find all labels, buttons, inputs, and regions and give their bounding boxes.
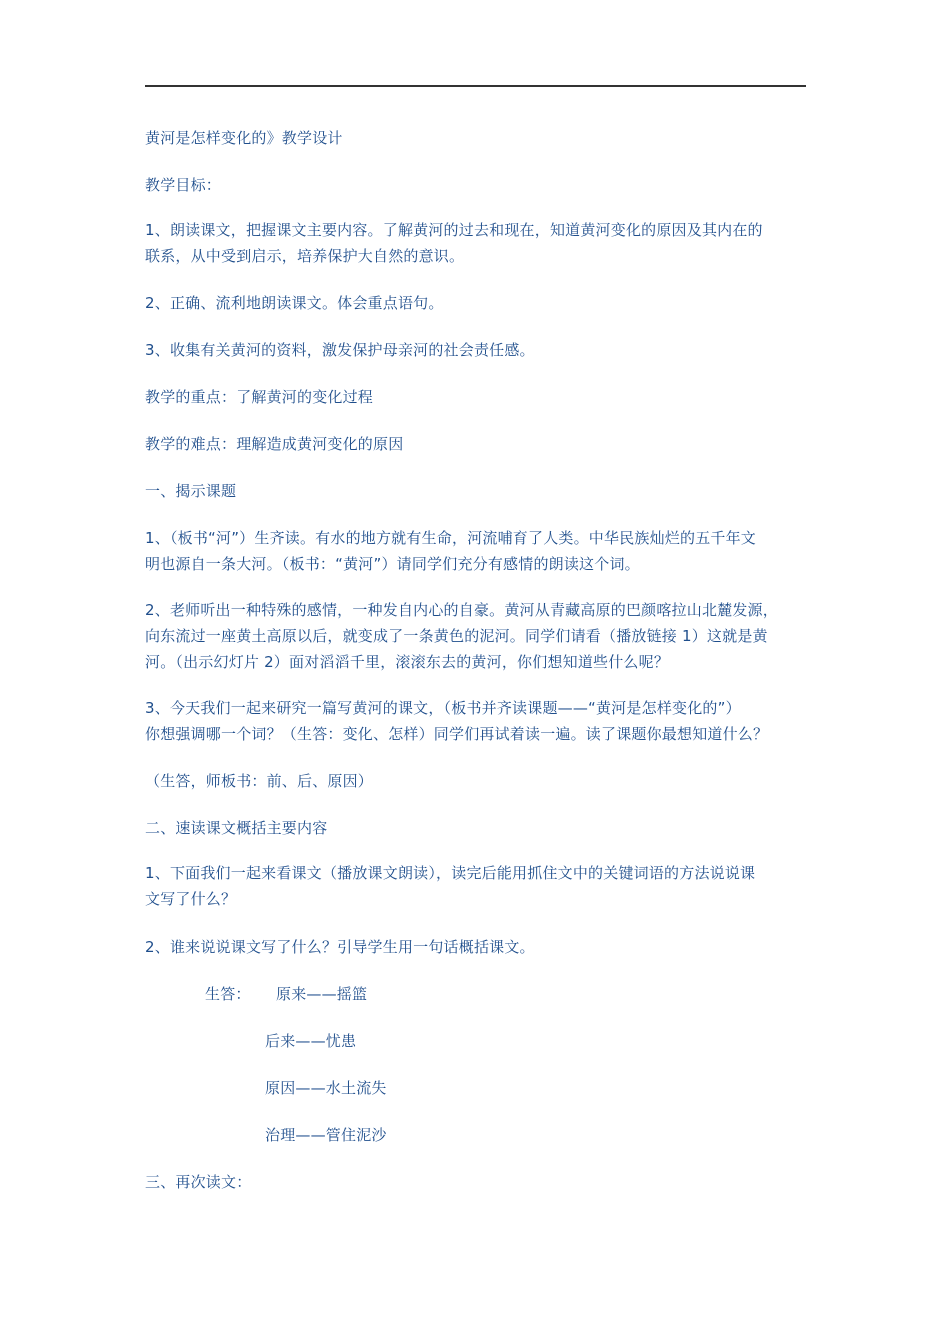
paragraph-line: 文写了什么？ xyxy=(145,890,237,908)
section-2-paragraph-1 xyxy=(145,860,810,912)
section-2-heading: 二、速读课文概括主要内容 xyxy=(145,819,328,837)
goal-1-line: 1、朗读课文，把握课文主要内容。了解黄河的过去和现在，知道黄河变化的原因及其内在的 xyxy=(145,221,763,239)
header-rule xyxy=(145,85,806,87)
goal-1-line: 联系，从中受到启示，培养保护大自然的意识。 xyxy=(145,247,465,265)
paragraph-line: 2、老师听出一种特殊的感情，一种发自内心的自豪。黄河从青藏高原的巴颜喀拉山北麓发源， xyxy=(145,601,778,619)
answer-label: 生答： xyxy=(205,985,251,1003)
answer-item: 治理——管住泥沙 xyxy=(265,1126,387,1144)
goal-2: 2、正确、流利地朗读课文。体会重点语句。 xyxy=(145,294,444,312)
goals-heading: 教学目标： xyxy=(145,176,222,194)
goal-3: 3、收集有关黄河的资料，激发保护母亲河的社会责任感。 xyxy=(145,341,535,359)
difficult-point: 教学的难点：理解造成黄河变化的原因 xyxy=(145,435,404,453)
paragraph-line: 明也源自一条大河。（板书：“黄河”）请同学们充分有感情的朗读这个词。 xyxy=(145,555,640,573)
section-1-paragraph-3 xyxy=(145,695,810,747)
answer-item: 原因——水土流失 xyxy=(265,1079,387,1097)
document-title: 黄河是怎样变化的》教学设计 xyxy=(145,129,343,147)
paragraph-line: 1、下面我们一起来看课文（播放课文朗读），读完后能用抓住文中的关键词语的方法说说课 xyxy=(145,864,756,882)
section-3-heading: 三、再次读文： xyxy=(145,1173,252,1191)
section-1-heading: 一、揭示课题 xyxy=(145,482,237,500)
section-1-paragraph-4: （生答，师板书：前、后、原因） xyxy=(145,772,374,790)
answer-item: 原来——摇篮 xyxy=(276,985,368,1003)
paragraph-line: 3、今天我们一起来研究一篇写黄河的课文，（板书并齐读课题——“黄河是怎样变化的”） xyxy=(145,699,741,717)
paragraph-line: 1、（板书“河”）生齐读。有水的地方就有生命，河流哺育了人类。中华民族灿烂的五千年文 xyxy=(145,529,756,547)
key-point: 教学的重点：了解黄河的变化过程 xyxy=(145,388,374,406)
section-2-paragraph-2: 2、谁来说说课文写了什么？引导学生用一句话概括课文。 xyxy=(145,938,535,956)
answer-item: 后来——忧患 xyxy=(265,1032,357,1050)
paragraph-line: 向东流过一座黄土高原以后，就变成了一条黄色的泥河。同学们请看（播放链接 1）这就是黄 xyxy=(145,627,768,645)
section-1-paragraph-2 xyxy=(145,597,810,675)
section-1-paragraph-1 xyxy=(145,525,810,577)
goal-1 xyxy=(145,217,810,269)
paragraph-line: 你想强调哪一个词？（生答：变化、怎样）同学们再试着读一遍。读了课题你最想知道什么？ xyxy=(145,725,769,743)
paragraph-line: 河。（出示幻灯片 2）面对滔滔千里，滚滚东去的黄河，你们想知道些什么呢？ xyxy=(145,653,670,671)
